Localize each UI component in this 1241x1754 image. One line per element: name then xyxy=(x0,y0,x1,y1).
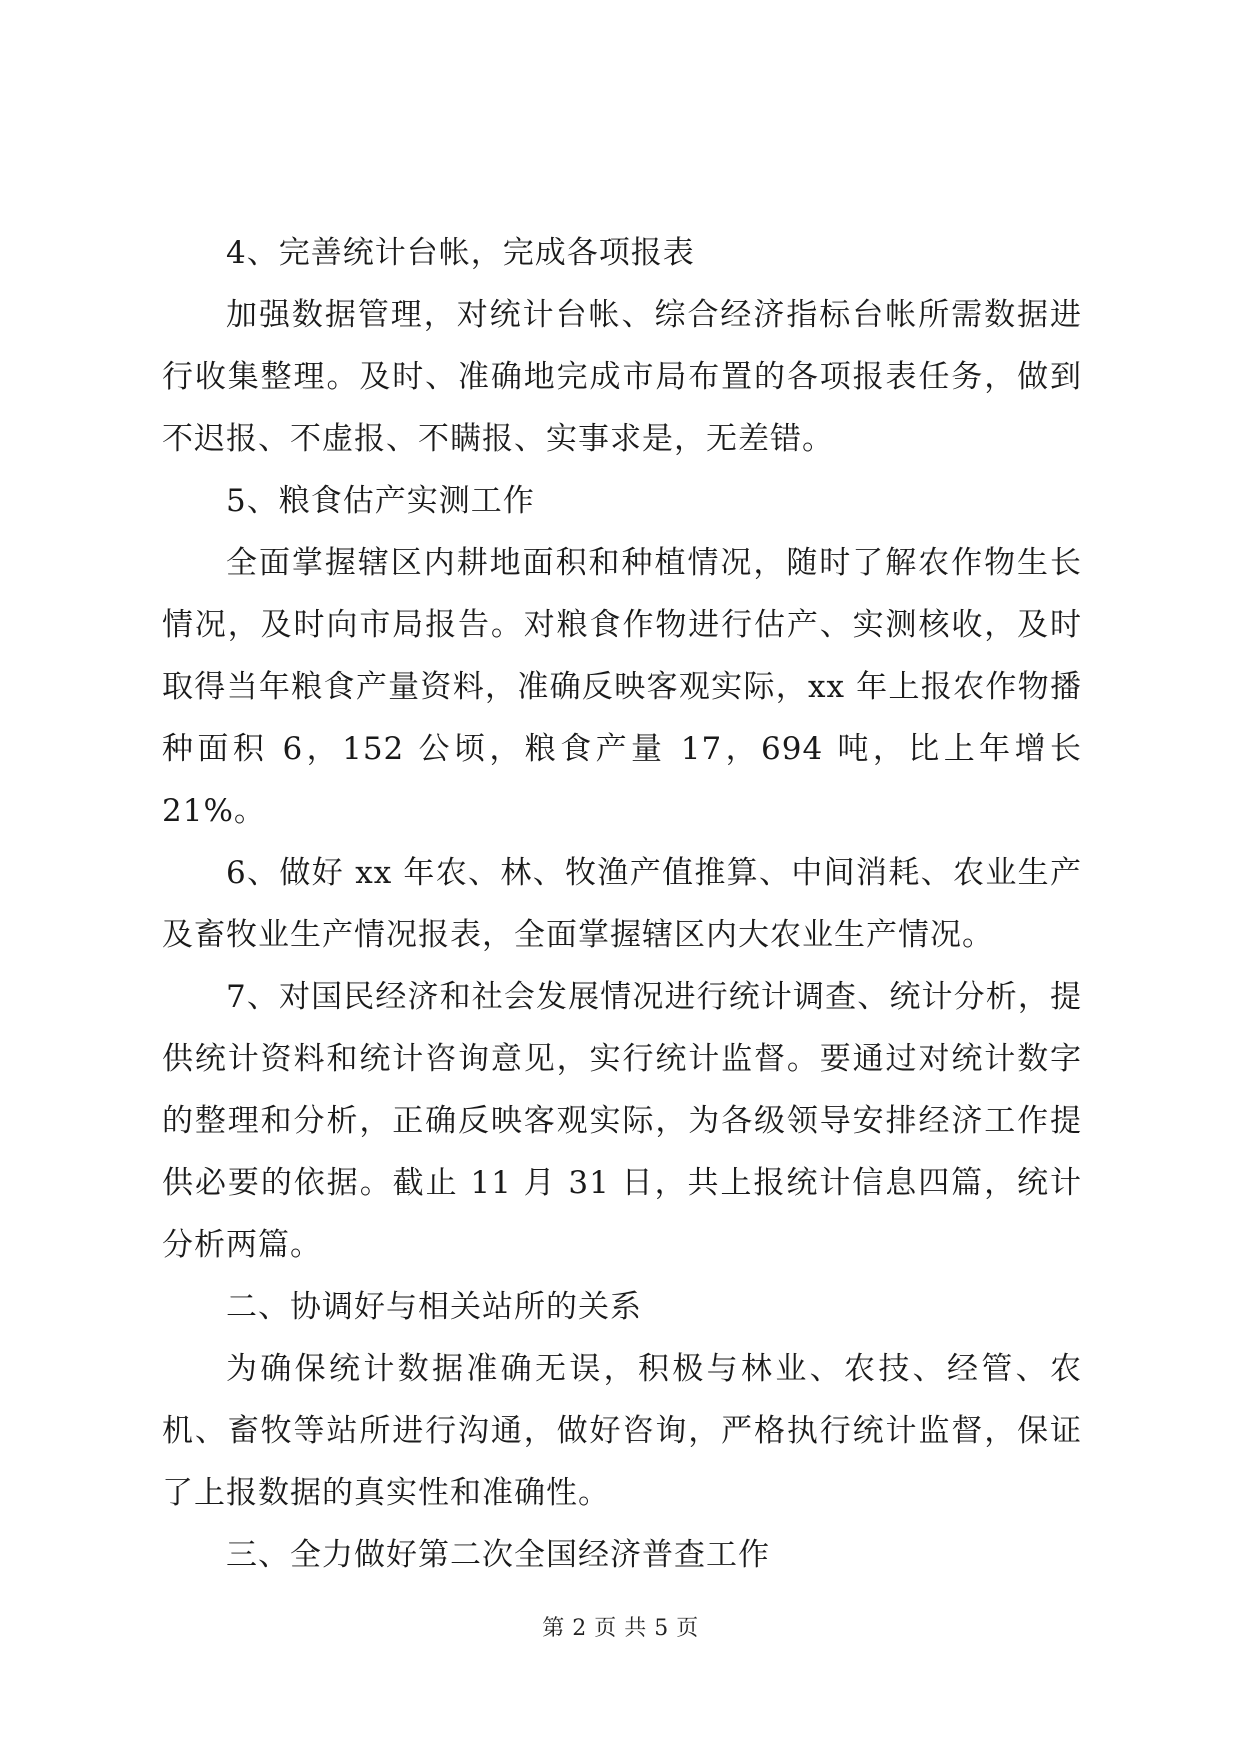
paragraph-6-output-calculation: 6、做好 xx 年农、林、牧渔产值推算、中间消耗、农业生产及畜牧业生产情况报表，全面掌握辖区内大农业生产情况。 xyxy=(162,855,1082,953)
heading-section-2-coordination: 二、协调好与相关站所的关系 xyxy=(226,1289,642,1325)
paragraph-grain-production: 全面掌握辖区内耕地面积和种植情况，随时了解农作物生长情况，及时向市局报告。对粮食作物进行估产、实测核收，及时取得当年粮食产量资料，准确反映客观实际，xx 年上报农作物播种面积 6，152 公顷，粮食产量 17，694 吨，比上年增长 21%。 xyxy=(162,545,1082,829)
page-number-footer: 第 2 页 共 5 页 xyxy=(542,1616,699,1641)
heading-4-statistics-ledger: 4、完善统计台帐，完成各项报表 xyxy=(226,235,695,271)
document-body xyxy=(162,222,1082,1586)
heading-5-grain-estimation: 5、粮食估产实测工作 xyxy=(226,483,535,519)
paragraph-data-management: 加强数据管理，对统计台帐、综合经济指标台帐所需数据进行收集整理。及时、准确地完成市局布置的各项报表任务，做到不迟报、不虚报、不瞒报、实事求是，无差错。 xyxy=(162,297,1082,457)
paragraph-7-statistical-survey: 7、对国民经济和社会发展情况进行统计调查、统计分析，提供统计资料和统计咨询意见，实行统计监督。要通过对统计数字的整理和分析，正确反映客观实际，为各级领导安排经济工作提供必要的依据。截止 11 月 31 日，共上报统计信息四篇，统计分析两篇。 xyxy=(162,979,1082,1263)
paragraph-coordination: 为确保统计数据准确无误，积极与林业、农技、经管、农机、畜牧等站所进行沟通，做好咨询，严格执行统计监督，保证了上报数据的真实性和准确性。 xyxy=(162,1351,1082,1511)
heading-section-3-economic-census: 三、全力做好第二次全国经济普查工作 xyxy=(226,1537,770,1573)
